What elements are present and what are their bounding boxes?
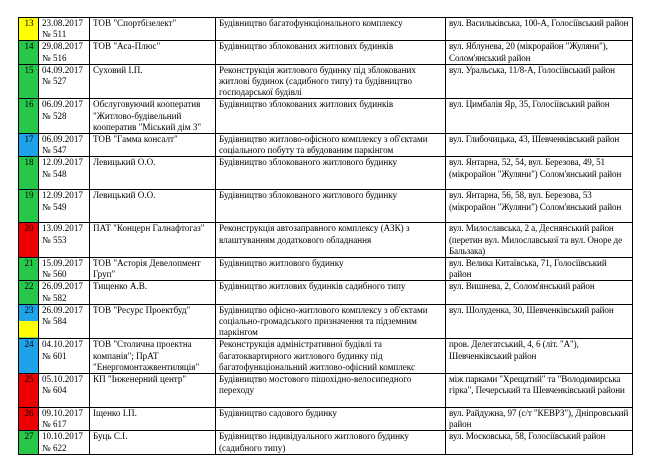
- object-description: Будівництво офісно-житлового комплексу з об'єктами соціально-громадського призначення та підземним паркінгом: [216, 304, 446, 339]
- object-location: вул. Васильківська, 100-А, Голосіївський район: [446, 18, 633, 41]
- applicant-name: ТОВ "Асторія Девелопмент Груп": [90, 258, 216, 281]
- applicant-name: Левицький О.О.: [90, 190, 216, 223]
- row-number: 21: [19, 258, 39, 281]
- applicant-name: Буць С.І.: [90, 431, 216, 454]
- table-row: [19, 64, 633, 99]
- row-number: 23: [19, 304, 39, 339]
- applicant-name: Левицький О.О.: [90, 157, 216, 190]
- decision-number: № 527: [42, 76, 67, 87]
- decision-number: № 622: [42, 442, 67, 453]
- decision-date-number: [39, 41, 90, 64]
- decision-date: 06.09.2017: [42, 134, 83, 145]
- object-location: пров. Делегатський, 4, 6 (літ. "А"), Шевченківський район: [446, 339, 633, 374]
- row-number: 14: [19, 41, 39, 64]
- decision-date: 29.08.2017: [42, 41, 83, 52]
- decision-date-number: [39, 408, 90, 431]
- table-row: [19, 41, 633, 64]
- object-location: вул. Московська, 58, Голосіївський район: [446, 431, 633, 454]
- object-description: Будівництво мостового пішохідно-велосипедного переходу: [216, 374, 446, 408]
- object-location: вул. Яблунева, 20 (мікрорайон "Жуляни"), Солом'янський район: [446, 41, 633, 64]
- object-description: Будівництво зблокованого житлового будинку: [216, 190, 446, 223]
- decision-number: № 553: [42, 234, 67, 245]
- table-wrapper: [18, 17, 633, 455]
- decision-date: 04.10.2017: [42, 339, 83, 350]
- table-row: [19, 99, 633, 134]
- applicant-name: Тищенко А.В.: [90, 281, 216, 304]
- decision-date-number: [39, 374, 90, 408]
- object-location: вул. Уральська, 11/8-А, Голосіївський район: [446, 64, 633, 99]
- decision-date-number: [39, 304, 90, 339]
- table-row: [19, 190, 633, 223]
- object-description: Будівництво зблокованого житлового будинку: [216, 157, 446, 190]
- decision-date-number: [39, 190, 90, 223]
- decision-date-number: [39, 339, 90, 374]
- row-number: 17: [19, 134, 39, 157]
- decision-date: 12.09.2017: [42, 190, 83, 201]
- decision-date: 23.08.2017: [42, 18, 83, 28]
- row-number: 22: [19, 281, 39, 304]
- object-description: Реконструкція автозаправного комплексу (АЗК) з влаштуванням додаткового обладнання: [216, 223, 446, 258]
- object-location: вул. Янтарна, 52, 54, вул. Березова, 49, 51 (мікрорайон "Жуляни") Солом'янський район: [446, 157, 633, 190]
- decision-date: 05.10.2017: [42, 374, 83, 385]
- row-number: 26: [19, 408, 39, 431]
- row-number: 18: [19, 157, 39, 190]
- table-row: [19, 304, 633, 339]
- permits-table: [18, 17, 633, 455]
- row-number: 16: [19, 99, 39, 134]
- row-number: 19: [19, 190, 39, 223]
- decision-number: № 548: [42, 168, 67, 179]
- decision-date: 15.09.2017: [42, 258, 83, 269]
- object-location: вул. Милославська, 2 а, Деснянський район (перетин вул. Милославської та вул. Оноре де Бальзака): [446, 223, 633, 258]
- decision-date: 04.09.2017: [42, 64, 83, 75]
- decision-date-number: [39, 431, 90, 454]
- decision-number: № 547: [42, 145, 67, 156]
- applicant-name: ТОВ "Столична проектна компанія"; ПрАТ "Енергомонтажвентиляція": [90, 339, 216, 374]
- decision-date: 09.10.2017: [42, 408, 83, 419]
- object-description: Будівництво зблокованих житлових будинків: [216, 99, 446, 134]
- table-row: [19, 281, 633, 304]
- applicant-name: ТОВ "Гамма консалт": [90, 134, 216, 157]
- decision-number: № 511: [42, 29, 67, 40]
- decision-date-number: [39, 223, 90, 258]
- object-location: між парками "Хрещатий" та "Володимирська гірка", Печерський та Шевченківський райони: [446, 374, 633, 408]
- decision-date: 26.09.2017: [42, 281, 83, 292]
- decision-number: № 549: [42, 201, 67, 212]
- decision-date-number: [39, 281, 90, 304]
- table-row: [19, 223, 633, 258]
- table-row: [19, 431, 633, 454]
- decision-date: 06.09.2017: [42, 99, 83, 110]
- object-location: вул. Янтарна, 56, 58, вул. Березова, 53 (мікрорайон "Жуляни") Солом'янський район: [446, 190, 633, 223]
- decision-date-number: [39, 18, 90, 41]
- row-number: 13: [19, 18, 39, 41]
- decision-date-number: [39, 258, 90, 281]
- table-row: [19, 258, 633, 281]
- applicant-name: ТОВ "Спортбізелект": [90, 18, 216, 41]
- object-description: Реконструкція адміністративної будівлі та багатоквартирного житлового будинку під багатофункціональний житлово-офісний комплекс: [216, 339, 446, 374]
- table-row: [19, 374, 633, 408]
- table-row: [19, 408, 633, 431]
- decision-number: № 560: [42, 269, 67, 280]
- object-description: Будівництво багатофункціонального комплексу: [216, 18, 446, 41]
- permits-table-body: [19, 18, 633, 455]
- object-description: Реконструкція житлового будинку під зблокованих житлові будинок (садибного типу) та будівництво господарської будівлі: [216, 64, 446, 99]
- decision-number: № 516: [42, 52, 67, 63]
- applicant-name: ПАТ "Концерн Галнафтогаз": [90, 223, 216, 258]
- row-number: 20: [19, 223, 39, 258]
- decision-date-number: [39, 64, 90, 99]
- object-description: Будівництво житлового будинку: [216, 258, 446, 281]
- object-location: вул. Цимбалів Яр, 35, Голосіївський район: [446, 99, 633, 134]
- object-location: вул. Глибочицька, 43, Шевченківський район: [446, 134, 633, 157]
- table-row: [19, 18, 633, 41]
- decision-date: 10.10.2017: [42, 431, 83, 442]
- table-row: [19, 157, 633, 190]
- object-location: вул. Вишнева, 2, Солом'янський район: [446, 281, 633, 304]
- applicant-name: Іщенко І.П.: [90, 408, 216, 431]
- object-location: вул. Райдужна, 97 (с/т "КЕВРЗ"), Дніпровський район: [446, 408, 633, 431]
- decision-date: 26.09.2017: [42, 304, 83, 315]
- object-description: Будівництво садового будинку: [216, 408, 446, 431]
- decision-number: № 617: [42, 419, 67, 430]
- applicant-name: Суховий І.П.: [90, 64, 216, 99]
- decision-number: № 582: [42, 292, 67, 303]
- object-location: вул. Шолуденка, 30, Шевченківський район: [446, 304, 633, 339]
- decision-date: 12.09.2017: [42, 157, 83, 168]
- applicant-name: Обслуговуючий кооператив "Житлово-будівельний кооператив "Міський дім 3": [90, 99, 216, 134]
- row-number: 27: [19, 431, 39, 454]
- object-description: Будівництво житлових будинків садибного типу: [216, 281, 446, 304]
- row-number: 25: [19, 374, 39, 408]
- object-description: Будівництво індивідуального житлового будинку (садибного типу): [216, 431, 446, 454]
- row-number: 15: [19, 64, 39, 99]
- object-location: вул. Велика Китаївська, 71, Голосіївський район: [446, 258, 633, 281]
- decision-date-number: [39, 99, 90, 134]
- row-number: 24: [19, 339, 39, 374]
- decision-number: № 604: [42, 385, 67, 396]
- decision-date-number: [39, 157, 90, 190]
- object-description: Будівництво житлово-офісного комплексу з об'єктами соціального побуту та вбудованим паркінгом: [216, 134, 446, 157]
- object-description: Будівництво зблокованих житлових будинків: [216, 41, 446, 64]
- decision-number: № 601: [42, 350, 67, 361]
- applicant-name: КП "Інженерний центр": [90, 374, 216, 408]
- decision-date: 13.09.2017: [42, 223, 83, 234]
- table-row: [19, 339, 633, 374]
- applicant-name: ТОВ "Аса-Плюс": [90, 41, 216, 64]
- decision-number: № 528: [42, 110, 67, 121]
- table-row: [19, 134, 633, 157]
- decision-date-number: [39, 134, 90, 157]
- decision-number: № 584: [42, 316, 67, 327]
- applicant-name: ТОВ "Ресурс Проектбуд": [90, 304, 216, 339]
